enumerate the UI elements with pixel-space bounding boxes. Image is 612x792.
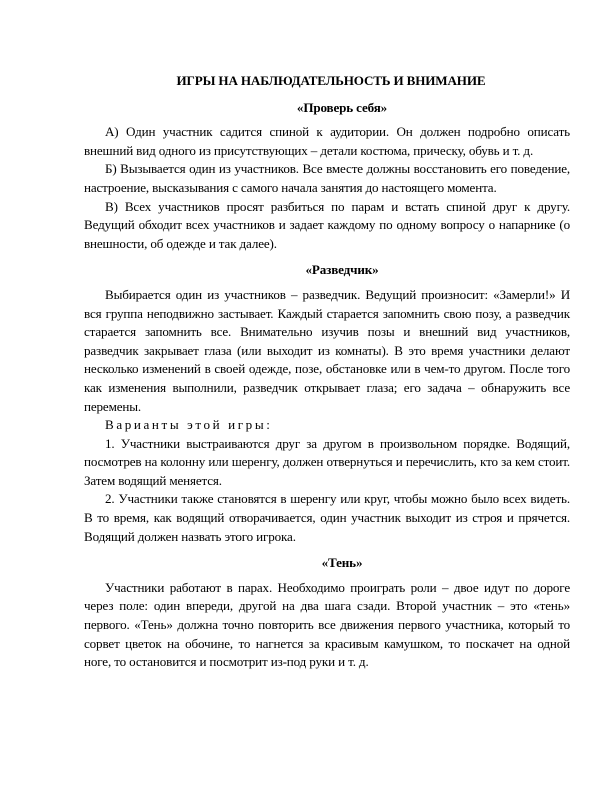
- paragraph: Выбирается один из участников – разведчик. Ведущий произносит: «Замерли!» И вся группа неподвижно застывает. Каждый старается запомнить свою позу, а разведчик старается запомнить все. Внимательно изучив позы и внешний вид участников, разведчик закрывает глаза (или выходит из комнаты). В это время участники делают несколько изменений в своей одежде, позе, обстановке или в чем-то другом. После того как изменения выполнили, разведчик открывает глаза; его задача – обнаружить все перемены.: [84, 286, 570, 414]
- section-title: «Тень»: [321, 555, 363, 571]
- variant-paragraph: 2. Участники также становятся в шеренгу или круг, чтобы можно было всех видеть. В то время, как водящий отворачивается, один участник выходит из строя и прячется. Водящий должен назвать этого игрока.: [84, 491, 570, 544]
- paragraph: В) Всех участников просят разбиться по парам и встать спиной друг к другу. Ведущий обходит всех участников и задает каждому по одному вопросу о напарнике (о внешности, об одежде и так далее).: [84, 198, 570, 251]
- section-check-yourself: [84, 99, 570, 254]
- paragraph: Б) Вызывается один из участников. Все вместе должны восстановить его поведение, настроение, высказывания с самого начала занятия до настоящего момента.: [84, 161, 570, 195]
- paragraph: Участники работают в парах. Необходимо проиграть роли – двое идут по дороге через поле: один впереди, другой на два шага сзади. Второй участник – это «тень» первого. «Тень» должна точно повторить все движения первого участника, который то сорвет цветок на обочине, то нагнется за красивым камушком, то поскачет на одной ноге, то остановится и посмотрит из-под руки и т. д.: [84, 579, 570, 670]
- section-title: «Разведчик»: [305, 262, 379, 278]
- document-page: [84, 72, 570, 672]
- paragraph: А) Один участник садится спиной к аудитории. Он должен подробно описать внешний вид одного из присутствующих – детали костюма, прическу, обувь и т. д.: [84, 124, 570, 158]
- section-title: «Проверь себя»: [296, 99, 388, 115]
- section-scout: [84, 261, 570, 546]
- variants-heading: Варианты этой игры:: [105, 417, 273, 433]
- document-title: ИГРЫ НА НАБЛЮДАТЕЛЬНОСТЬ И ВНИМАНИЕ: [176, 73, 486, 88]
- variant-paragraph: 1. Участники выстраиваются друг за другом в произвольном порядке. Водящий, посмотрев на колонну или шеренгу, должен отвернуться и перечислить, кто за кем стоит. Затем водящий меняется.: [84, 435, 570, 488]
- section-shadow: [84, 554, 570, 672]
